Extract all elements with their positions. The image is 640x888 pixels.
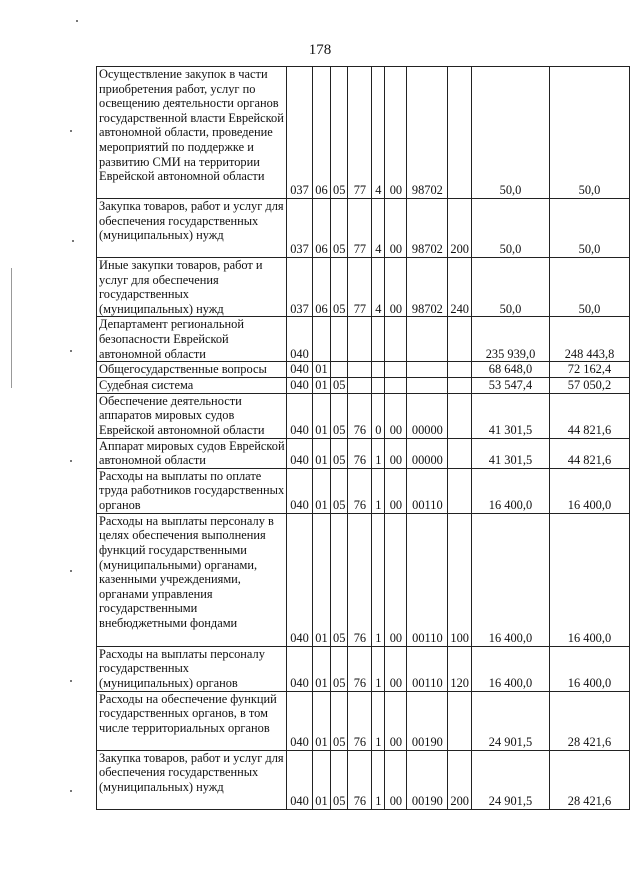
- amount-year-2: 50,0: [549, 67, 629, 199]
- expense-type-code: [448, 393, 472, 438]
- amount-year-2: 28 421,6: [549, 750, 629, 809]
- row-name: Общегосударственные вопросы: [97, 362, 287, 378]
- subprogram-code: 1: [372, 646, 385, 691]
- subsection-code: 05: [331, 393, 348, 438]
- expense-code: 00110: [407, 513, 448, 646]
- subprogram-code: 1: [372, 438, 385, 468]
- direction-code: 00: [385, 691, 407, 750]
- expense-type-code: 200: [448, 750, 472, 809]
- table-row: [97, 513, 630, 646]
- table-row: [97, 67, 630, 199]
- table-row: [97, 317, 630, 362]
- section-code: 01: [313, 393, 331, 438]
- section-code: 01: [313, 438, 331, 468]
- direction-code: 00: [385, 258, 407, 317]
- amount-year-2: 28 421,6: [549, 691, 629, 750]
- table-row: [97, 393, 630, 438]
- subprogram-code: 4: [372, 258, 385, 317]
- expense-code: 00190: [407, 750, 448, 809]
- budget-table: [96, 66, 630, 810]
- program-code: 76: [348, 393, 372, 438]
- program-code: 76: [348, 513, 372, 646]
- subsection-code: [331, 362, 348, 378]
- program-code: [348, 362, 372, 378]
- section-code: 01: [313, 362, 331, 378]
- section-code: 01: [313, 513, 331, 646]
- budget-rows: [97, 67, 630, 810]
- program-code: 77: [348, 258, 372, 317]
- amount-year-2: 72 162,4: [549, 362, 629, 378]
- ministry-code: 040: [287, 317, 313, 362]
- table-row: [97, 468, 630, 513]
- ministry-code: 040: [287, 691, 313, 750]
- subsection-code: 05: [331, 750, 348, 809]
- subsection-code: 05: [331, 468, 348, 513]
- expense-type-code: [448, 468, 472, 513]
- subsection-code: [331, 317, 348, 362]
- section-code: 06: [313, 199, 331, 258]
- section-code: [313, 317, 331, 362]
- ministry-code: 040: [287, 377, 313, 393]
- amount-year-1: 53 547,4: [471, 377, 549, 393]
- margin-dot: [70, 130, 72, 132]
- expense-code: 00110: [407, 468, 448, 513]
- amount-year-2: 16 400,0: [549, 646, 629, 691]
- amount-year-2: 50,0: [549, 199, 629, 258]
- amount-year-2: 50,0: [549, 258, 629, 317]
- ministry-code: 040: [287, 393, 313, 438]
- amount-year-1: 41 301,5: [471, 438, 549, 468]
- ministry-code: 040: [287, 362, 313, 378]
- expense-code: 98702: [407, 67, 448, 199]
- margin-dot: [76, 20, 78, 22]
- program-code: 76: [348, 468, 372, 513]
- direction-code: 00: [385, 750, 407, 809]
- direction-code: 00: [385, 646, 407, 691]
- table-row: [97, 199, 630, 258]
- subprogram-code: [372, 377, 385, 393]
- row-name: Департамент региональной безопасности Еврейской автономной области: [97, 317, 287, 362]
- expense-code: 00110: [407, 646, 448, 691]
- subsection-code: 05: [331, 438, 348, 468]
- amount-year-1: 16 400,0: [471, 468, 549, 513]
- table-row: [97, 362, 630, 378]
- section-code: 01: [313, 646, 331, 691]
- direction-code: 00: [385, 438, 407, 468]
- ministry-code: 040: [287, 438, 313, 468]
- expense-type-code: [448, 67, 472, 199]
- section-code: 01: [313, 750, 331, 809]
- scan-edge-line: [11, 268, 12, 388]
- expense-code: [407, 317, 448, 362]
- amount-year-1: 16 400,0: [471, 513, 549, 646]
- row-name: Расходы на выплаты персоналу государственных (муниципальных) органов: [97, 646, 287, 691]
- program-code: 76: [348, 438, 372, 468]
- amount-year-2: 44 821,6: [549, 438, 629, 468]
- margin-dot: [70, 460, 72, 462]
- margin-dot: [70, 680, 72, 682]
- amount-year-2: 16 400,0: [549, 513, 629, 646]
- ministry-code: 040: [287, 750, 313, 809]
- amount-year-2: 16 400,0: [549, 468, 629, 513]
- subprogram-code: [372, 317, 385, 362]
- subsection-code: 05: [331, 646, 348, 691]
- amount-year-1: 235 939,0: [471, 317, 549, 362]
- direction-code: 00: [385, 199, 407, 258]
- margin-dot: [70, 790, 72, 792]
- program-code: [348, 317, 372, 362]
- program-code: 76: [348, 750, 372, 809]
- subprogram-code: 1: [372, 750, 385, 809]
- expense-code: 98702: [407, 258, 448, 317]
- ministry-code: 037: [287, 258, 313, 317]
- expense-code: 98702: [407, 199, 448, 258]
- row-name: Расходы на обеспечение функций государственных органов, в том числе территориальных органов: [97, 691, 287, 750]
- ministry-code: 040: [287, 646, 313, 691]
- row-name: Обеспечение деятельности аппаратов мировых судов Еврейской автономной области: [97, 393, 287, 438]
- row-name: Закупка товаров, работ и услуг для обеспечения государственных (муниципальных) нужд: [97, 750, 287, 809]
- row-name: Осуществление закупок в части приобретения работ, услуг по освещению деятельности органов государственной власти Еврейской автономной области, проведение мероприятий по поддержке и развитию СМИ на территории Еврейской автономной области: [97, 67, 287, 199]
- expense-type-code: 120: [448, 646, 472, 691]
- program-code: 77: [348, 67, 372, 199]
- amount-year-1: 50,0: [471, 199, 549, 258]
- table-row: [97, 377, 630, 393]
- direction-code: 00: [385, 393, 407, 438]
- table-row: [97, 646, 630, 691]
- margin-dot: [70, 350, 72, 352]
- amount-year-1: 41 301,5: [471, 393, 549, 438]
- expense-type-code: [448, 691, 472, 750]
- row-name: Иные закупки товаров, работ и услуг для обеспечения государственных (муниципальных) нужд: [97, 258, 287, 317]
- amount-year-2: 248 443,8: [549, 317, 629, 362]
- program-code: 76: [348, 646, 372, 691]
- program-code: [348, 377, 372, 393]
- row-name: Закупка товаров, работ и услуг для обеспечения государственных (муниципальных) нужд: [97, 199, 287, 258]
- expense-code: 00190: [407, 691, 448, 750]
- subsection-code: 05: [331, 199, 348, 258]
- expense-code: [407, 377, 448, 393]
- subprogram-code: 1: [372, 513, 385, 646]
- expense-code: 00000: [407, 393, 448, 438]
- row-name: Расходы на выплаты персоналу в целях обеспечения выполнения функций государственными (муниципальными) органами, казенными учреждениями, органами управления государственными внебюджетными фондами: [97, 513, 287, 646]
- ministry-code: 037: [287, 199, 313, 258]
- subsection-code: 05: [331, 67, 348, 199]
- expense-type-code: 240: [448, 258, 472, 317]
- amount-year-1: 24 901,5: [471, 691, 549, 750]
- section-code: 06: [313, 258, 331, 317]
- row-name: Расходы на выплаты по оплате труда работников государственных органов: [97, 468, 287, 513]
- amount-year-2: 57 050,2: [549, 377, 629, 393]
- row-name: Аппарат мировых судов Еврейской автономной области: [97, 438, 287, 468]
- subsection-code: 05: [331, 691, 348, 750]
- ministry-code: 040: [287, 468, 313, 513]
- section-code: 01: [313, 377, 331, 393]
- expense-type-code: [448, 377, 472, 393]
- subprogram-code: 4: [372, 67, 385, 199]
- ministry-code: 040: [287, 513, 313, 646]
- subsection-code: 05: [331, 377, 348, 393]
- direction-code: 00: [385, 513, 407, 646]
- subprogram-code: 1: [372, 468, 385, 513]
- expense-type-code: 100: [448, 513, 472, 646]
- expense-type-code: 200: [448, 199, 472, 258]
- expense-type-code: [448, 438, 472, 468]
- subsection-code: 05: [331, 258, 348, 317]
- expense-type-code: [448, 362, 472, 378]
- program-code: 77: [348, 199, 372, 258]
- subprogram-code: 4: [372, 199, 385, 258]
- amount-year-1: 68 648,0: [471, 362, 549, 378]
- expense-code: 00000: [407, 438, 448, 468]
- margin-dot: [70, 570, 72, 572]
- direction-code: 00: [385, 468, 407, 513]
- amount-year-1: 16 400,0: [471, 646, 549, 691]
- subprogram-code: [372, 362, 385, 378]
- section-code: 01: [313, 468, 331, 513]
- amount-year-1: 50,0: [471, 67, 549, 199]
- ministry-code: 037: [287, 67, 313, 199]
- expense-code: [407, 362, 448, 378]
- amount-year-1: 50,0: [471, 258, 549, 317]
- direction-code: 00: [385, 67, 407, 199]
- table-row: [97, 750, 630, 809]
- row-name: Судебная система: [97, 377, 287, 393]
- table-row: [97, 691, 630, 750]
- subprogram-code: 0: [372, 393, 385, 438]
- program-code: 76: [348, 691, 372, 750]
- direction-code: [385, 362, 407, 378]
- table-row: [97, 438, 630, 468]
- section-code: 01: [313, 691, 331, 750]
- margin-dot: [72, 240, 74, 242]
- direction-code: [385, 317, 407, 362]
- subprogram-code: 1: [372, 691, 385, 750]
- amount-year-1: 24 901,5: [471, 750, 549, 809]
- table-row: [97, 258, 630, 317]
- direction-code: [385, 377, 407, 393]
- page-number: 178: [308, 42, 332, 58]
- amount-year-2: 44 821,6: [549, 393, 629, 438]
- section-code: 06: [313, 67, 331, 199]
- expense-type-code: [448, 317, 472, 362]
- subsection-code: 05: [331, 513, 348, 646]
